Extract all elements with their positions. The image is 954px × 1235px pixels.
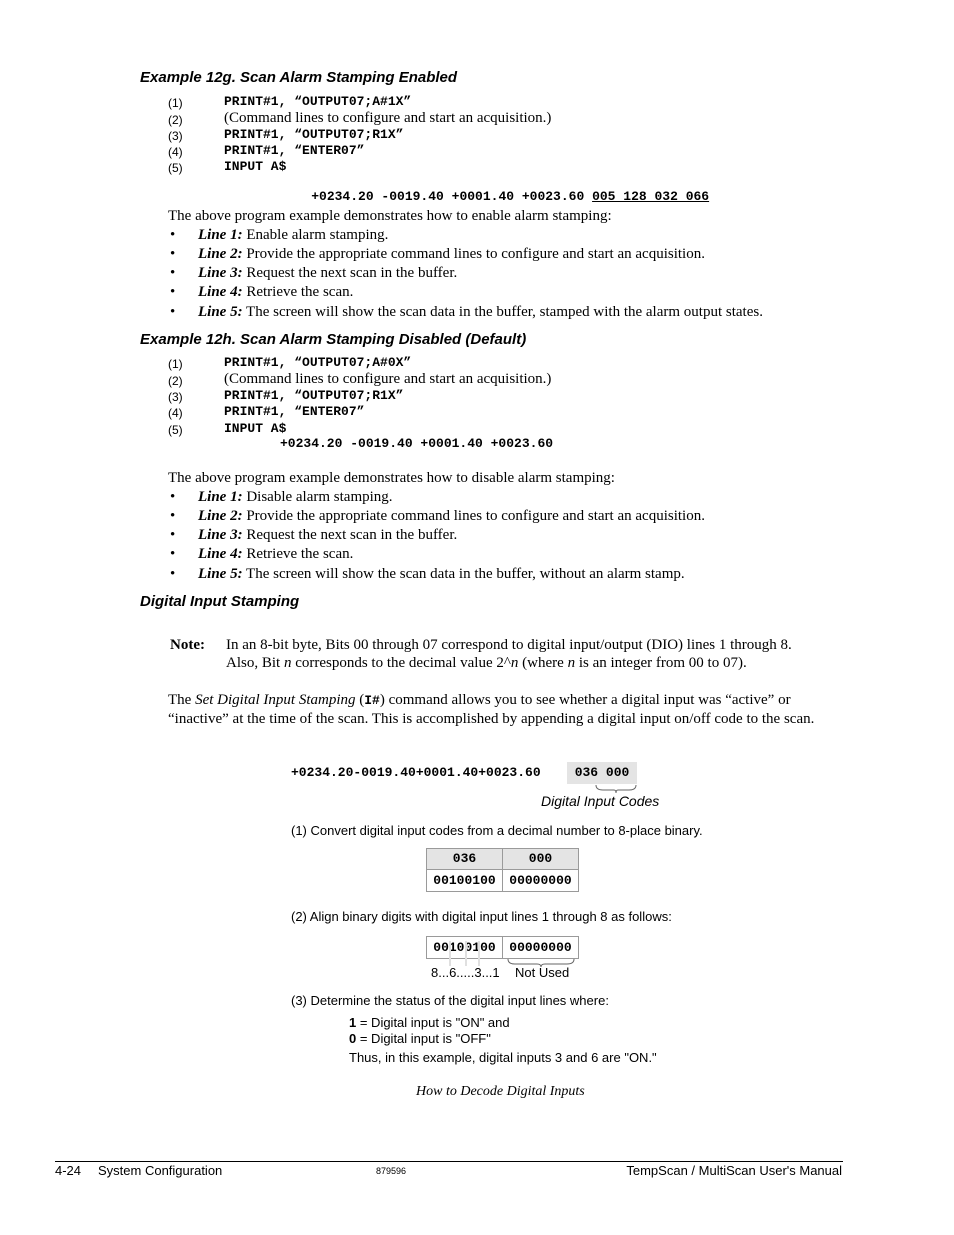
figure-scan-codes: 036 000	[567, 762, 637, 784]
code-line: PRINT#1, “OUTPUT07;A#0X”	[224, 355, 412, 370]
code-line-number: (3)	[168, 390, 183, 404]
table-header-cell: 036	[426, 848, 503, 870]
list-item-label: Line 4:	[198, 546, 243, 562]
table-cell: 00000000	[502, 869, 579, 892]
note-text: In an 8-bit byte, Bits 00 through 07 correspond to digital input/output (DIO) lines 1 through 8. Also, Bit n corresponds to the decimal value 2^n (where n is an integer from 00 to 07).	[226, 637, 792, 671]
figure-caption: How to Decode Digital Inputs	[416, 1084, 585, 1099]
table-header-cell: 000	[502, 848, 579, 870]
list-item	[170, 508, 870, 526]
list-item-text: Retrieve the scan.	[242, 546, 354, 562]
code-line: INPUT A$	[224, 421, 287, 436]
digital-input-paragraph: The Set Digital Input Stamping (I#) command allows you to see whether a digital input was “active” or “inactive” at the time of the scan. This is accomplished by appending a digital input on/off code to the scan.	[168, 692, 815, 727]
table-cell: 00000000	[502, 936, 579, 959]
footer-section: System Configuration	[98, 1163, 223, 1178]
conclusion-text: Thus, in this example, digital inputs 3 and 6 are "ON."	[349, 1050, 657, 1065]
footer-divider	[55, 1161, 843, 1162]
list-item-label: Line 4:	[198, 284, 243, 300]
code-line-number: (2)	[168, 113, 183, 127]
list-item-text: Retrieve the scan.	[242, 284, 354, 300]
not-used-label: Not Used	[515, 965, 570, 980]
bullet-icon: •	[170, 265, 176, 281]
alarm-stamp-values: 005 128 032 066	[592, 189, 710, 204]
list-item-label: Line 1:	[198, 489, 243, 505]
figure-step-2: (2) Align binary digits with digital input lines 1 through 8 as follows:	[291, 909, 672, 924]
code-line: PRINT#1, “ENTER07”	[224, 143, 365, 158]
code-line-number: (5)	[168, 423, 183, 437]
footer-manual-title: TempScan / MultiScan User's Manual	[626, 1163, 842, 1178]
list-item	[170, 546, 870, 564]
list-item-label: Line 2:	[198, 246, 243, 262]
table-cell: 00100100	[426, 936, 503, 959]
list-item-text: The screen will show the scan data in the buffer, without an alarm stamp.	[242, 566, 685, 582]
example-12g-intro: The above program example demonstrates how to enable alarm stamping:	[168, 208, 612, 224]
footer-doc-number: 879596	[376, 1166, 407, 1176]
code-line: PRINT#1, “OUTPUT07;A#1X”	[224, 94, 412, 109]
code-line-comment: (Command lines to configure and start an acquisition.)	[224, 110, 552, 126]
code-line-number: (4)	[168, 145, 183, 159]
list-item-text: Provide the appropriate command lines to configure and start an acquisition.	[242, 508, 705, 524]
figure-step-1: (1) Convert digital input codes from a decimal number to 8-place binary.	[291, 823, 703, 838]
list-item	[170, 489, 870, 507]
code-line-number: (1)	[168, 96, 183, 110]
list-item-label: Line 3:	[198, 527, 243, 543]
list-item-text: Disable alarm stamping.	[242, 489, 393, 505]
list-item	[170, 566, 870, 584]
list-item	[170, 265, 870, 283]
digital-input-stamping-heading: Digital Input Stamping	[140, 593, 300, 610]
list-item	[170, 527, 870, 545]
code-line-number: (4)	[168, 406, 183, 420]
code-line-comment: (Command lines to configure and start an acquisition.)	[224, 371, 552, 387]
scan-output-values: +0234.20 -0019.40 +0001.40 +0023.60	[280, 436, 554, 451]
command-code: I#	[364, 693, 380, 708]
list-item-label: Line 1:	[198, 227, 243, 243]
code-line: PRINT#1, “OUTPUT07;R1X”	[224, 388, 404, 403]
code-line: INPUT A$	[224, 159, 287, 174]
code-line: PRINT#1, “OUTPUT07;R1X”	[224, 127, 404, 142]
bullet-icon: •	[170, 508, 176, 524]
list-item-text: Request the next scan in the buffer.	[242, 527, 458, 543]
bullet-icon: •	[170, 227, 176, 243]
bullet-icon: •	[170, 284, 176, 300]
list-item-label: Line 5:	[198, 566, 243, 582]
note-label: Note:	[170, 637, 205, 653]
list-item-text: Request the next scan in the buffer.	[242, 265, 458, 281]
off-definition: 0 = Digital input is "OFF"	[349, 1031, 491, 1046]
list-item-label: Line 3:	[198, 265, 243, 281]
input-line-marks: 8...6.....3...1	[431, 965, 500, 980]
bit-marker-icon	[445, 941, 485, 967]
list-item	[170, 246, 870, 264]
footer-page-number: 4-24	[55, 1163, 82, 1178]
on-definition: 1 = Digital input is "ON" and	[349, 1015, 510, 1030]
code-line-number: (3)	[168, 129, 183, 143]
bullet-icon: •	[170, 527, 176, 543]
list-item	[170, 284, 870, 302]
list-item	[170, 304, 870, 322]
bullet-icon: •	[170, 246, 176, 262]
bullet-icon: •	[170, 489, 176, 505]
scan-output-values: +0234.20 -0019.40 +0001.40 +0023.60	[311, 189, 585, 204]
figure-scan-text: +0234.20-0019.40+0001.40+0023.60	[291, 765, 541, 780]
bullet-icon: •	[170, 566, 176, 582]
list-item-text: Provide the appropriate command lines to configure and start an acquisition.	[242, 246, 705, 262]
list-item-text: Enable alarm stamping.	[242, 227, 389, 243]
code-line-number: (5)	[168, 161, 183, 175]
code-line: PRINT#1, “ENTER07”	[224, 404, 365, 419]
list-item-label: Line 5:	[198, 304, 243, 320]
list-item-text: The screen will show the scan data in the buffer, stamped with the alarm output states.	[242, 304, 763, 320]
table-cell: 00100100	[426, 869, 503, 892]
digital-input-codes-label: Digital Input Codes	[541, 793, 660, 809]
list-item	[170, 227, 870, 245]
example-12g-heading: Example 12g. Scan Alarm Stamping Enabled	[140, 69, 458, 86]
example-12h-heading: Example 12h. Scan Alarm Stamping Disabled (Default)	[140, 331, 527, 348]
code-line-number: (2)	[168, 374, 183, 388]
code-line-number: (1)	[168, 357, 183, 371]
example-12h-intro: The above program example demonstrates how to disable alarm stamping:	[168, 470, 615, 486]
list-item-label: Line 2:	[198, 508, 243, 524]
bullet-icon: •	[170, 546, 176, 562]
bullet-icon: •	[170, 304, 176, 320]
figure-step-3: (3) Determine the status of the digital input lines where:	[291, 993, 609, 1008]
